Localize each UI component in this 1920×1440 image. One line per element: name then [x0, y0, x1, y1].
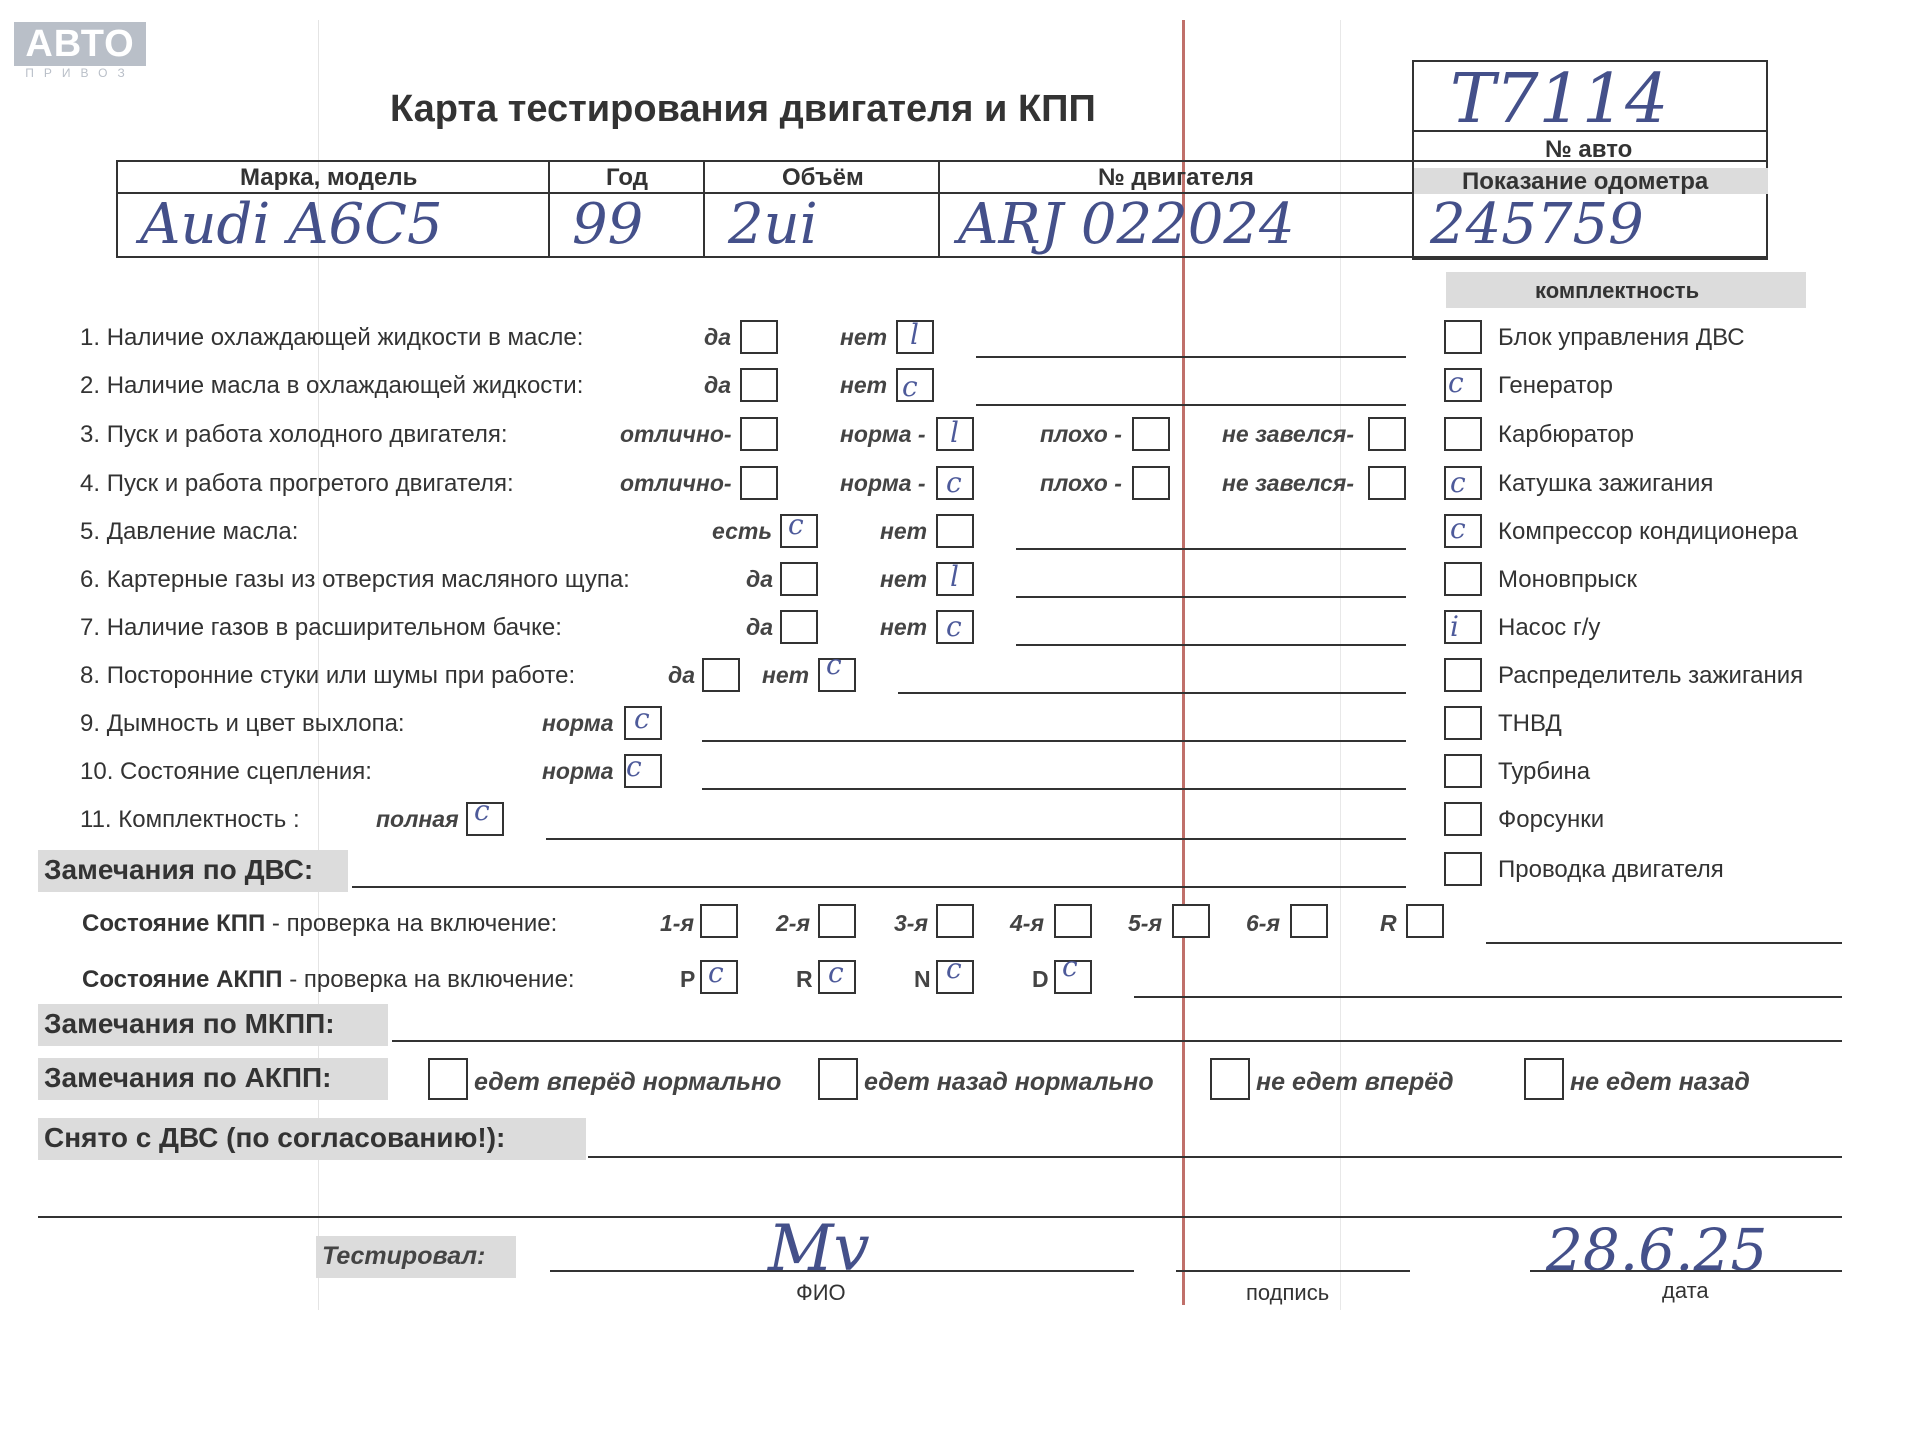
- gear-label: P: [680, 966, 696, 992]
- gear-label: 5-я: [1128, 910, 1162, 936]
- signature-fio: Mv: [768, 1212, 870, 1286]
- opt-no: нет: [762, 662, 810, 688]
- fill-line: [1530, 1270, 1842, 1272]
- opt-no: нет: [880, 614, 928, 640]
- car-number-label: № авто: [1545, 136, 1633, 163]
- item-num: 4.: [80, 470, 101, 497]
- gear-label: 2-я: [776, 910, 810, 936]
- item-num: 11.: [80, 806, 112, 833]
- checkbox-no-5[interactable]: [936, 514, 974, 548]
- gear-label: 1-я: [660, 910, 694, 936]
- akpp-option: не едет вперёд: [1256, 1068, 1454, 1096]
- value-volume: 2ui: [728, 192, 818, 257]
- gear-checkbox[interactable]: [1172, 904, 1210, 938]
- component-label: ТНВД: [1498, 710, 1562, 737]
- gear-label: D: [1032, 966, 1049, 992]
- item-num: 2.: [80, 372, 101, 399]
- fill-line: [546, 838, 1406, 840]
- item-num: 5.: [80, 518, 101, 545]
- tested-by-label: Тестировал:: [322, 1242, 486, 1270]
- item-text: Посторонние стуки или шумы при работе:: [106, 662, 576, 689]
- checkmark: c: [708, 956, 724, 989]
- opt-excellent: отлично-: [620, 470, 732, 496]
- divider: [1412, 160, 1414, 258]
- gear-label: 6-я: [1246, 910, 1280, 936]
- component-label: Форсунки: [1498, 806, 1605, 833]
- checkbox-yes-2[interactable]: [740, 368, 778, 402]
- component-label: Турбина: [1498, 758, 1591, 785]
- kpp-label: Состояние КПП: [82, 910, 266, 937]
- checkbox-excellent-4[interactable]: [740, 466, 778, 500]
- akpp-option: едет назад нормально: [864, 1068, 1154, 1096]
- gear-label: R: [796, 966, 813, 992]
- divider: [938, 160, 940, 258]
- remarks-mkpp-label: Замечания по МКПП:: [44, 1008, 335, 1039]
- gear-checkbox[interactable]: [818, 904, 856, 938]
- item-num: 3.: [80, 421, 101, 448]
- item-text: Пуск и работа холодного двигателя:: [106, 421, 508, 448]
- item-num: 8.: [80, 662, 101, 689]
- component-checkbox[interactable]: [1444, 417, 1482, 451]
- logo: АВТО: [14, 22, 146, 66]
- fill-line: [1016, 644, 1406, 646]
- component-checkbox[interactable]: [1444, 658, 1482, 692]
- fill-line: [392, 1040, 1842, 1042]
- gear-label: N: [914, 966, 931, 992]
- checkbox-yes-6[interactable]: [780, 562, 818, 596]
- logo-sub: ПРИВОЗ: [25, 66, 135, 80]
- checkmark: c: [788, 508, 804, 541]
- akpp-label: Состояние АКПП: [82, 966, 283, 993]
- opt-normal: норма: [542, 758, 614, 784]
- col-header-model: Марка, модель: [240, 164, 418, 191]
- checkbox-bad-3[interactable]: [1132, 417, 1170, 451]
- removed-label: Снято с ДВС (по согласованию!):: [44, 1122, 506, 1153]
- opt-normal: норма -: [840, 421, 926, 447]
- opt-not-started: не завелся-: [1222, 470, 1354, 496]
- component-checkbox[interactable]: [1444, 802, 1482, 836]
- item-text: Дымность и цвет выхлопа:: [106, 710, 405, 737]
- opt-no: нет: [840, 324, 888, 350]
- opt-no: нет: [880, 518, 928, 544]
- checkmark: c: [474, 794, 490, 827]
- fill-line: [976, 404, 1406, 406]
- divider: [703, 160, 705, 258]
- checkbox-yes-1[interactable]: [740, 320, 778, 354]
- opt-normal: норма -: [840, 470, 926, 496]
- remarks-akpp-label: Замечания по АКПП:: [44, 1062, 332, 1093]
- component-label: Насос г/у: [1498, 614, 1601, 641]
- gear-checkbox[interactable]: [1406, 904, 1444, 938]
- akpp-option: едет вперёд нормально: [474, 1068, 782, 1096]
- checkmark: c: [946, 610, 962, 643]
- component-label: Проводка двигателя: [1498, 856, 1724, 883]
- akpp-checkbox[interactable]: [818, 1058, 858, 1100]
- akpp-checkbox[interactable]: [428, 1058, 468, 1100]
- kpp-suffix: - проверка на включение:: [265, 910, 558, 937]
- completeness-title: комплектность: [1535, 278, 1700, 303]
- opt-full: полная: [376, 806, 459, 832]
- checkmark: c: [1450, 512, 1466, 545]
- divider: [1412, 130, 1768, 132]
- component-checkbox[interactable]: [1444, 852, 1482, 886]
- col-header-engine-no: № двигателя: [1098, 164, 1254, 191]
- value-engine-no: ARJ 022024: [958, 192, 1295, 257]
- checkmark: c: [1062, 950, 1078, 983]
- checkmark: c: [626, 750, 642, 783]
- component-label: Компрессор кондиционера: [1498, 518, 1798, 545]
- component-checkbox[interactable]: [1444, 754, 1482, 788]
- akpp-checkbox[interactable]: [1210, 1058, 1250, 1100]
- checkbox-not-started-4[interactable]: [1368, 466, 1406, 500]
- item-text: Наличие масла в охлаждающей жидкости:: [106, 372, 584, 399]
- gear-checkbox[interactable]: [1290, 904, 1328, 938]
- checkmark: c: [1448, 366, 1464, 399]
- fill-line: [898, 692, 1406, 694]
- checkmark: l: [950, 560, 959, 593]
- opt-yes: да: [668, 662, 696, 688]
- opt-no: нет: [880, 566, 928, 592]
- fill-line: [352, 886, 1406, 888]
- akpp-suffix: - проверка на включение:: [282, 966, 575, 993]
- checkmark: c: [826, 648, 842, 681]
- checkbox-bad-4[interactable]: [1132, 466, 1170, 500]
- checkmark: i: [1450, 610, 1459, 643]
- checkmark: l: [950, 416, 959, 449]
- value-model: Audi A6C5: [140, 192, 443, 257]
- opt-no: нет: [840, 372, 888, 398]
- checkmark: c: [946, 952, 962, 985]
- checkbox-yes-8[interactable]: [702, 658, 740, 692]
- fill-line: [1016, 596, 1406, 598]
- checkmark: c: [946, 466, 962, 499]
- item-text: Наличие газов в расширительном бачке:: [106, 614, 562, 641]
- item-text: Наличие охлаждающей жидкости в масле:: [106, 324, 584, 351]
- item-text: Давление масла:: [106, 518, 299, 545]
- item-text: Комплектность :: [118, 806, 300, 833]
- component-label: Распределитель зажигания: [1498, 662, 1804, 689]
- item-text: Картерные газы из отверстия масляного щупа:: [106, 566, 630, 593]
- fill-line: [1176, 1270, 1410, 1272]
- gear-checkbox[interactable]: [700, 904, 738, 938]
- footer-date: дата: [1662, 1278, 1709, 1303]
- col-header-volume: Объём: [782, 164, 864, 191]
- col-header-odometer: Показание одометра: [1462, 168, 1709, 195]
- opt-excellent: отлично-: [620, 421, 732, 447]
- item-num: 7.: [80, 614, 101, 641]
- gear-label: 4-я: [1010, 910, 1044, 936]
- checkmark: c: [902, 370, 918, 403]
- fill-line: [702, 740, 1406, 742]
- opt-yes: да: [746, 566, 774, 592]
- col-header-year: Год: [606, 164, 648, 191]
- divider: [548, 160, 550, 258]
- component-checkbox[interactable]: [1444, 706, 1482, 740]
- remarks-engine-label: Замечания по ДВС:: [44, 854, 314, 885]
- component-label: Блок управления ДВС: [1498, 324, 1745, 351]
- opt-bad: плохо -: [1040, 421, 1122, 447]
- akpp-option: не едет назад: [1570, 1068, 1750, 1096]
- gear-checkbox[interactable]: [936, 904, 974, 938]
- checkbox-yes-7[interactable]: [780, 610, 818, 644]
- checkmark: l: [910, 318, 919, 351]
- component-label: Карбюратор: [1498, 421, 1635, 448]
- checkmark: c: [828, 956, 844, 989]
- item-num: 6.: [80, 566, 101, 593]
- fill-line: [1016, 548, 1406, 550]
- car-number-value: T7114: [1450, 60, 1669, 139]
- page-title: Карта тестирования двигателя и КПП: [390, 88, 1096, 130]
- value-odometer: 245759: [1430, 192, 1644, 257]
- fill-line: [702, 788, 1406, 790]
- component-label: Генератор: [1498, 372, 1613, 399]
- component-label: Катушка зажигания: [1498, 470, 1714, 497]
- checkmark: c: [1450, 466, 1466, 499]
- component-label: Моновпрыск: [1498, 566, 1638, 593]
- gear-label: R: [1380, 910, 1397, 936]
- value-year: 99: [572, 192, 644, 257]
- item-text: Пуск и работа прогретого двигателя:: [106, 470, 514, 497]
- opt-yes: да: [746, 614, 774, 640]
- checkbox-excellent-3[interactable]: [740, 417, 778, 451]
- component-checkbox[interactable]: [1444, 562, 1482, 596]
- item-num: 10.: [80, 758, 114, 785]
- opt-normal: норма: [542, 710, 614, 736]
- opt-not-started: не завелся-: [1222, 421, 1354, 447]
- checkbox-not-started-3[interactable]: [1368, 417, 1406, 451]
- footer-sign: подпись: [1246, 1280, 1330, 1305]
- date-value: 28.6.25: [1546, 1216, 1768, 1284]
- gear-checkbox[interactable]: [1054, 904, 1092, 938]
- akpp-checkbox[interactable]: [1524, 1058, 1564, 1100]
- opt-yes: да: [704, 372, 732, 398]
- fill-line: [1486, 942, 1842, 944]
- fill-line: [976, 356, 1406, 358]
- item-num: 9.: [80, 710, 101, 737]
- item-num: 1.: [80, 324, 101, 351]
- item-text: Состояние сцепления:: [120, 758, 372, 785]
- fill-line: [1134, 996, 1842, 998]
- opt-present: есть: [712, 518, 772, 544]
- checkmark: c: [634, 702, 650, 735]
- opt-yes: да: [704, 324, 732, 350]
- fill-line: [550, 1270, 1134, 1272]
- fill-line: [588, 1156, 1842, 1158]
- gear-label: 3-я: [894, 910, 928, 936]
- footer-fio: ФИО: [796, 1280, 846, 1305]
- opt-bad: плохо -: [1040, 470, 1122, 496]
- component-checkbox[interactable]: [1444, 320, 1482, 354]
